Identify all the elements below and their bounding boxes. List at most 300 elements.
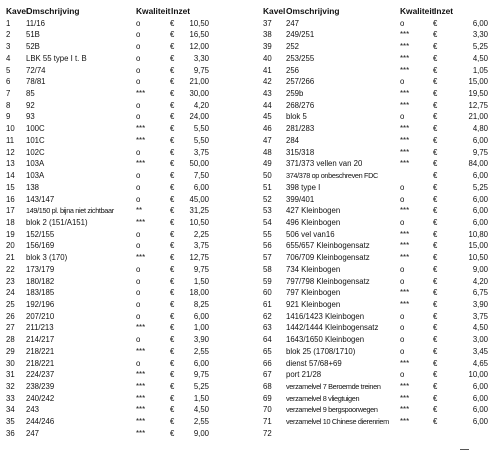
kavel-number: 22	[6, 264, 15, 274]
currency-symbol: €	[433, 229, 438, 239]
inzet-value: 3,75	[472, 311, 488, 321]
inzet-value: 6,00	[472, 135, 488, 145]
table-row	[6, 369, 242, 381]
omschrijving-cell: 734 Kleinbogen	[286, 264, 341, 274]
omschrijving-cell: 247	[286, 18, 300, 28]
kwaliteit-cell: o	[400, 311, 405, 321]
inzet-value: 30,00	[189, 89, 209, 99]
table-row	[6, 135, 242, 147]
table-row	[6, 416, 242, 428]
omschrijving-cell: 52B	[26, 42, 40, 52]
omschrijving-cell: 249/251	[286, 30, 315, 40]
omschrijving-cell: 1643/1650 Kleinbogen	[286, 335, 365, 345]
omschrijving-cell: 101C	[26, 135, 45, 145]
kwaliteit-cell: ***	[400, 206, 410, 216]
header-omschrijving: Omschrijving	[286, 6, 340, 16]
lot-table-left	[6, 6, 242, 440]
kavel-number: 56	[263, 241, 272, 251]
omschrijving-cell: 427 Kleinbogen	[286, 206, 341, 216]
table-row	[263, 111, 489, 123]
header-omschrijving: Omschrijving	[26, 6, 80, 16]
inzet-value: 16,50	[189, 30, 209, 40]
currency-symbol: €	[170, 135, 175, 145]
header-kwaliteit: Kwaliteit	[400, 6, 435, 16]
kwaliteit-cell: ***	[136, 393, 146, 403]
inzet-value: 50,00	[189, 159, 209, 169]
table-row	[6, 358, 242, 370]
table-row	[6, 287, 242, 299]
kwaliteit-cell: ***	[400, 135, 410, 145]
currency-symbol: €	[433, 124, 438, 134]
inzet-value: 5,25	[472, 42, 488, 52]
kwaliteit-cell: o	[400, 77, 405, 87]
currency-symbol: €	[433, 358, 438, 368]
omschrijving-cell: blok 5	[286, 112, 307, 122]
kavel-number: 61	[263, 299, 272, 309]
currency-symbol: €	[170, 382, 175, 391]
table-row	[6, 111, 242, 123]
inzet-value: 4,50	[193, 405, 209, 415]
currency-symbol: €	[170, 335, 175, 345]
inzet-value: 6,00	[472, 194, 488, 204]
inzet-value: 15,00	[468, 241, 488, 251]
table-row	[263, 276, 489, 288]
inzet-value: 3,45	[472, 346, 488, 356]
kwaliteit-cell: ***	[136, 159, 146, 169]
kavel-number: 27	[6, 323, 15, 333]
inzet-value: 84,00	[468, 159, 488, 169]
omschrijving-cell: 100C	[26, 124, 45, 134]
currency-symbol: €	[433, 53, 438, 63]
kavel-number: 52	[263, 194, 272, 204]
omschrijving-cell: 374/378 op onbeschreven FDC	[286, 171, 378, 181]
currency-symbol: €	[433, 171, 438, 181]
kavel-number: 9	[6, 112, 11, 122]
table-row	[263, 334, 489, 346]
table-row	[263, 100, 489, 112]
kavel-number: 69	[263, 393, 272, 403]
currency-symbol: €	[170, 89, 175, 99]
inzet-value: 6,00	[472, 206, 488, 216]
header-inzet: Inzet	[434, 6, 454, 16]
table-row	[6, 264, 242, 276]
omschrijving-cell: 256	[286, 65, 300, 75]
currency-symbol: €	[433, 30, 438, 40]
omschrijving-cell: 253/255	[286, 53, 315, 63]
lot-table-right	[263, 6, 489, 440]
kavel-number: 18	[6, 217, 15, 227]
inzet-value: 15,00	[468, 77, 488, 87]
table-row	[263, 194, 489, 206]
kwaliteit-cell: ***	[136, 253, 146, 263]
inzet-value: 5,50	[193, 124, 209, 134]
omschrijving-cell: 11/16	[26, 18, 45, 28]
currency-symbol: €	[170, 194, 175, 204]
table-row	[263, 240, 489, 252]
omschrijving-cell: 1416/1423 Kleinbogen	[286, 311, 365, 321]
inzet-value: 21,00	[189, 77, 209, 87]
currency-symbol: €	[433, 147, 438, 157]
kavel-number: 10	[6, 124, 15, 134]
currency-symbol: €	[433, 323, 438, 333]
table-row	[6, 404, 242, 416]
omschrijving-cell: port 21/28	[286, 370, 322, 380]
inzet-value: 1,50	[193, 276, 209, 286]
inzet-value: 4,20	[193, 100, 209, 110]
table-row	[6, 334, 242, 346]
kavel-number: 1	[6, 18, 11, 28]
currency-symbol: €	[433, 382, 438, 391]
currency-symbol: €	[170, 147, 175, 157]
omschrijving-cell: 315/318	[286, 147, 315, 157]
table-header	[6, 6, 242, 18]
kavel-number: 50	[263, 171, 272, 181]
table-row	[6, 147, 242, 159]
inzet-value: 1,05	[472, 65, 488, 75]
omschrijving-cell: verzamelvel 7 Beroemde treinen	[286, 382, 381, 391]
inzet-value: 6,00	[472, 217, 488, 227]
kwaliteit-cell: ***	[400, 89, 410, 99]
table-row	[6, 393, 242, 405]
currency-symbol: €	[170, 323, 175, 333]
kwaliteit-cell: ***	[400, 147, 410, 157]
omschrijving-cell: 257/266	[286, 77, 315, 87]
omschrijving-cell: 496 Kleinbogen	[286, 217, 341, 227]
table-row	[263, 123, 489, 135]
kavel-number: 37	[263, 18, 272, 28]
kavel-number: 19	[6, 229, 15, 239]
table-row	[263, 76, 489, 88]
currency-symbol: €	[433, 100, 438, 110]
currency-symbol: €	[433, 159, 438, 169]
kavel-number: 54	[263, 217, 272, 227]
inzet-value: 4,50	[472, 323, 488, 333]
inzet-value: 9,75	[193, 370, 209, 380]
kwaliteit-cell: o	[136, 335, 141, 345]
kwaliteit-cell: o	[400, 370, 405, 380]
currency-symbol: €	[170, 171, 175, 181]
inzet-value: 12,00	[189, 42, 209, 52]
omschrijving-cell: 85	[26, 89, 35, 99]
currency-symbol: €	[433, 335, 438, 345]
omschrijving-cell: 281/283	[286, 124, 315, 134]
currency-symbol: €	[433, 276, 438, 286]
omschrijving-cell: 51B	[26, 30, 40, 40]
omschrijving-cell: 214/217	[26, 335, 55, 345]
kavel-number: 32	[6, 382, 15, 391]
omschrijving-cell: 244/246	[26, 417, 55, 427]
kwaliteit-cell: ***	[400, 159, 410, 169]
table-row	[6, 428, 242, 440]
inzet-value: 1,00	[193, 323, 209, 333]
currency-symbol: €	[170, 229, 175, 239]
table-row	[263, 53, 489, 65]
kavel-number: 49	[263, 159, 272, 169]
kwaliteit-cell: o	[136, 264, 141, 274]
table-row	[6, 299, 242, 311]
kwaliteit-cell: ***	[400, 30, 410, 40]
kwaliteit-cell: ***	[136, 89, 146, 99]
kwaliteit-cell: o	[136, 288, 141, 298]
kwaliteit-cell: ***	[400, 299, 410, 309]
inzet-value: 6,00	[193, 358, 209, 368]
omschrijving-cell: 921 Kleinbogen	[286, 299, 341, 309]
kavel-number: 24	[6, 288, 15, 298]
table-row	[6, 381, 242, 393]
kwaliteit-cell: o	[136, 30, 141, 40]
table-row	[6, 158, 242, 170]
currency-symbol: €	[433, 346, 438, 356]
table-row	[263, 29, 489, 41]
kwaliteit-cell: o	[136, 229, 141, 239]
kavel-number: 20	[6, 241, 15, 251]
kavel-number: 8	[6, 100, 11, 110]
currency-symbol: €	[433, 253, 438, 263]
kwaliteit-cell: o	[136, 112, 141, 122]
table-row	[263, 393, 489, 405]
kavel-number: 64	[263, 335, 272, 345]
kwaliteit-cell: o	[400, 182, 405, 192]
table-row	[263, 170, 489, 182]
inzet-value: 9,75	[193, 65, 209, 75]
table-row	[263, 252, 489, 264]
currency-symbol: €	[433, 18, 438, 28]
omschrijving-cell: 149/150 pl. bijna niet zichtbaar	[26, 206, 114, 216]
kwaliteit-cell: o	[400, 323, 405, 333]
table-row	[263, 18, 489, 30]
inzet-value: 3,00	[472, 335, 488, 345]
kavel-number: 21	[6, 253, 15, 263]
table-row	[263, 264, 489, 276]
table-row	[6, 311, 242, 323]
kwaliteit-cell: o	[400, 112, 405, 122]
kavel-number: 30	[6, 358, 15, 368]
currency-symbol: €	[433, 217, 438, 227]
inzet-value: 4,65	[472, 358, 488, 368]
table-row	[263, 346, 489, 358]
kwaliteit-cell: ***	[400, 42, 410, 52]
kwaliteit-cell: ***	[136, 124, 146, 134]
table-row	[263, 311, 489, 323]
omschrijving-cell: 72/74	[26, 65, 46, 75]
inzet-value: 4,50	[472, 53, 488, 63]
kwaliteit-cell: o	[400, 276, 405, 286]
table-row	[263, 158, 489, 170]
inzet-value: 3,75	[193, 241, 209, 251]
currency-symbol: €	[433, 42, 438, 52]
kwaliteit-cell: o	[136, 77, 141, 87]
omschrijving-cell: 1442/1444 Kleinbogensatz	[286, 323, 379, 333]
kavel-number: 5	[6, 65, 11, 75]
table-row	[6, 88, 242, 100]
kavel-number: 68	[263, 382, 272, 391]
omschrijving-cell: 218/221	[26, 346, 55, 356]
inzet-value: 9,75	[193, 264, 209, 274]
currency-symbol: €	[170, 206, 175, 216]
table-row	[263, 217, 489, 229]
kavel-number: 63	[263, 323, 272, 333]
omschrijving-cell: 211/213	[26, 323, 54, 333]
kavel-number: 60	[263, 288, 272, 298]
kavel-number: 12	[6, 147, 15, 157]
inzet-value: 12,75	[468, 100, 488, 110]
omschrijving-cell: 259b	[286, 89, 304, 99]
kavel-number: 43	[263, 89, 272, 99]
currency-symbol: €	[170, 253, 175, 263]
inzet-value: 3,30	[193, 53, 209, 63]
inzet-value: 1,50	[193, 393, 209, 403]
kwaliteit-cell: ***	[400, 393, 410, 403]
omschrijving-cell: 92	[26, 100, 35, 110]
kwaliteit-cell: ***	[400, 288, 410, 298]
inzet-value: 2,55	[193, 417, 209, 427]
kavel-number: 2	[6, 30, 11, 40]
kavel-number: 34	[6, 405, 15, 415]
currency-symbol: €	[433, 194, 438, 204]
table-row	[6, 18, 242, 30]
table-row	[6, 240, 242, 252]
inzet-value: 4,20	[472, 276, 488, 286]
table-row	[263, 229, 489, 241]
omschrijving-cell: blok 2 (151/A151)	[26, 217, 88, 227]
inzet-value: 3,90	[193, 335, 209, 345]
table-row	[6, 76, 242, 88]
kavel-number: 55	[263, 229, 272, 239]
omschrijving-cell: dienst 57/68+69	[286, 358, 342, 368]
inzet-value: 18,00	[189, 288, 209, 298]
omschrijving-cell: 398 type I	[286, 182, 321, 192]
currency-symbol: €	[170, 358, 175, 368]
kavel-number: 29	[6, 346, 15, 356]
table-row	[263, 287, 489, 299]
table-row	[6, 322, 242, 334]
kwaliteit-cell: ***	[400, 229, 410, 239]
currency-symbol: €	[433, 89, 438, 99]
kavel-number: 46	[263, 124, 272, 134]
currency-symbol: €	[170, 77, 175, 87]
currency-symbol: €	[170, 42, 175, 52]
inzet-value: 10,50	[468, 253, 488, 263]
kwaliteit-cell: o	[400, 264, 405, 274]
currency-symbol: €	[433, 311, 438, 321]
kavel-number: 11	[6, 135, 15, 145]
currency-symbol: €	[433, 417, 438, 427]
kwaliteit-cell: ***	[400, 405, 410, 415]
table-row	[263, 381, 489, 393]
omschrijving-cell: 93	[26, 112, 35, 122]
inzet-value: 3,75	[193, 147, 209, 157]
currency-symbol: €	[170, 217, 175, 227]
omschrijving-cell: blok 3 (170)	[26, 253, 68, 263]
table-row	[263, 65, 489, 77]
currency-symbol: €	[170, 417, 175, 427]
kavel-number: 65	[263, 346, 272, 356]
kavel-number: 3	[6, 42, 11, 52]
omschrijving-cell: 268/276	[286, 100, 315, 110]
kavel-number: 38	[263, 30, 272, 40]
omschrijving-cell: 252	[286, 42, 300, 52]
omschrijving-cell: 102C	[26, 147, 45, 157]
kwaliteit-cell: ***	[400, 241, 410, 251]
kwaliteit-cell: o	[400, 217, 405, 227]
currency-symbol: €	[170, 112, 175, 122]
kavel-number: 4	[6, 53, 11, 63]
omschrijving-cell: 240/242	[26, 393, 55, 403]
kavel-number: 57	[263, 253, 272, 263]
currency-symbol: €	[170, 241, 175, 251]
inzet-value: 6,00	[472, 18, 488, 28]
currency-symbol: €	[433, 264, 438, 274]
table-row	[6, 194, 242, 206]
currency-symbol: €	[170, 428, 175, 438]
omschrijving-cell: 156/169	[26, 241, 55, 251]
currency-symbol: €	[433, 135, 438, 145]
kavel-number: 15	[6, 182, 15, 192]
omschrijving-cell: 797 Kleinbogen	[286, 288, 341, 298]
kwaliteit-cell: ***	[400, 124, 410, 134]
kwaliteit-cell: ***	[136, 370, 146, 380]
currency-symbol: €	[170, 65, 175, 75]
table-row	[263, 147, 489, 159]
omschrijving-cell: 78/81	[26, 77, 46, 87]
currency-symbol: €	[170, 18, 175, 28]
kwaliteit-cell: ***	[400, 417, 410, 427]
kwaliteit-cell: o	[400, 18, 405, 28]
currency-symbol: €	[170, 346, 175, 356]
kavel-number: 58	[263, 264, 272, 274]
omschrijving-cell: 238/239	[26, 382, 55, 391]
currency-symbol: €	[433, 288, 438, 298]
kwaliteit-cell: ***	[400, 65, 410, 75]
omschrijving-cell: 247	[26, 428, 40, 438]
table-row	[6, 217, 242, 229]
table-row	[6, 252, 242, 264]
table-row	[6, 276, 242, 288]
omschrijving-cell: 399/401	[286, 194, 315, 204]
inzet-value: 6,75	[472, 288, 488, 298]
inzet-value: 5,50	[193, 135, 209, 145]
inzet-value: 31,25	[189, 206, 209, 216]
header-kwaliteit: Kwaliteit	[136, 6, 171, 16]
omschrijving-cell: 797/798 Kleinbogensatz	[286, 276, 370, 286]
omschrijving-cell: 243	[26, 405, 40, 415]
kwaliteit-cell: ***	[400, 358, 410, 368]
omschrijving-cell: 103A	[26, 159, 45, 169]
table-row	[263, 322, 489, 334]
omschrijving-cell: 706/709 Kleinbogensatz	[286, 253, 370, 263]
table-row	[6, 182, 242, 194]
kavel-number: 45	[263, 112, 272, 122]
kwaliteit-cell: o	[136, 18, 141, 28]
kavel-number: 47	[263, 135, 272, 145]
inzet-value: 19,50	[468, 89, 488, 99]
kavel-number: 33	[6, 393, 15, 403]
currency-symbol: €	[433, 112, 438, 122]
currency-symbol: €	[170, 124, 175, 134]
kwaliteit-cell: o	[136, 299, 141, 309]
kwaliteit-cell: ***	[400, 382, 410, 391]
kavel-number: 14	[6, 171, 15, 181]
kavel-number: 13	[6, 159, 15, 169]
kwaliteit-cell: o	[136, 53, 141, 63]
currency-symbol: €	[170, 30, 175, 40]
table-row	[6, 229, 242, 241]
inzet-value: 6,00	[472, 171, 488, 181]
table-row	[6, 205, 242, 217]
currency-symbol: €	[433, 299, 438, 309]
kwaliteit-cell: o	[136, 65, 141, 75]
inzet-value: 21,00	[468, 112, 488, 122]
